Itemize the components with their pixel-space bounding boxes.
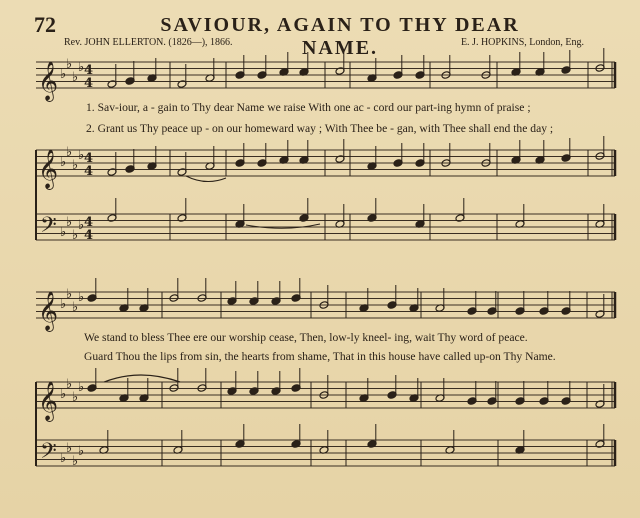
- system2-verse2-lyrics: Guard Thou the lips from sin, the hearts from shame, That in this house have called up-on Thy Name.: [84, 350, 556, 363]
- page-number: 72: [34, 12, 56, 37]
- flat-icon: ♭: [66, 215, 73, 230]
- flat-icon: ♭: [78, 60, 85, 75]
- slur: [186, 176, 226, 182]
- system1-verse2-lyrics: 2. Grant us Thy peace up - on our homeward way ; With Thee be - gan, with Thee shall end the day ;: [86, 122, 554, 135]
- flat-icon: ♭: [60, 67, 67, 82]
- flat-icon: ♭: [78, 148, 85, 163]
- hymn-title: SAVIOUR, AGAIN TO THY DEAR NAME.: [160, 14, 520, 59]
- flat-icon: ♭: [72, 300, 79, 315]
- flat-icon: ♭: [60, 155, 67, 170]
- clefs: [38, 57, 93, 469]
- flat-icon: ♭: [72, 228, 79, 243]
- system2-verse1-lyrics: We stand to bless Thee ere our worship cease, Then, low-ly kneel- ing, wait Thy word of peace.: [84, 331, 528, 344]
- system1-verse1-lyrics: 1. Sav-iour, a - gain to Thy dear Name we raise With one ac - cord our part-ing hymn of praise ;: [86, 101, 531, 114]
- bass-clef-icon: 𝄢: [40, 439, 57, 469]
- flat-icon: ♭: [60, 451, 67, 466]
- treble-clef-icon: 𝄞: [38, 291, 59, 331]
- flat-icon: ♭: [78, 290, 85, 305]
- flat-icon: ♭: [66, 377, 73, 392]
- flat-icon: ♭: [66, 57, 73, 72]
- composer-credit: E. J. HOPKINS, London, Eng.: [460, 37, 584, 48]
- treble-clef-icon: 𝄞: [38, 149, 59, 189]
- bass-clef-icon: 𝄢: [40, 213, 57, 243]
- flat-icon: ♭: [78, 380, 85, 395]
- flat-icon: ♭: [72, 70, 79, 85]
- slur: [104, 375, 180, 382]
- flat-icon: ♭: [78, 444, 85, 459]
- author-credit: Rev. JOHN ELLERTON. (1826—), 1866.: [64, 37, 233, 48]
- treble-clef-icon: 𝄞: [38, 381, 59, 421]
- flat-icon: ♭: [60, 225, 67, 240]
- treble-clef-icon: 𝄞: [38, 61, 59, 101]
- flat-icon: ♭: [60, 297, 67, 312]
- time-signature-digit: 4: [84, 151, 94, 166]
- time-signature-digit: 4: [84, 228, 94, 243]
- flat-icon: ♭: [72, 454, 79, 469]
- flat-icon: ♭: [72, 390, 79, 405]
- slur: [246, 224, 320, 228]
- time-signature-digit: 4: [84, 215, 94, 230]
- flat-icon: ♭: [78, 218, 85, 233]
- time-signature-digit: 4: [84, 76, 94, 91]
- flat-icon: ♭: [66, 145, 73, 160]
- flat-icon: ♭: [66, 287, 73, 302]
- flat-icon: ♭: [72, 158, 79, 173]
- time-signature-digit: 4: [84, 63, 94, 78]
- time-signature-digit: 4: [84, 164, 94, 179]
- flat-icon: ♭: [66, 441, 73, 456]
- flat-icon: ♭: [60, 387, 67, 402]
